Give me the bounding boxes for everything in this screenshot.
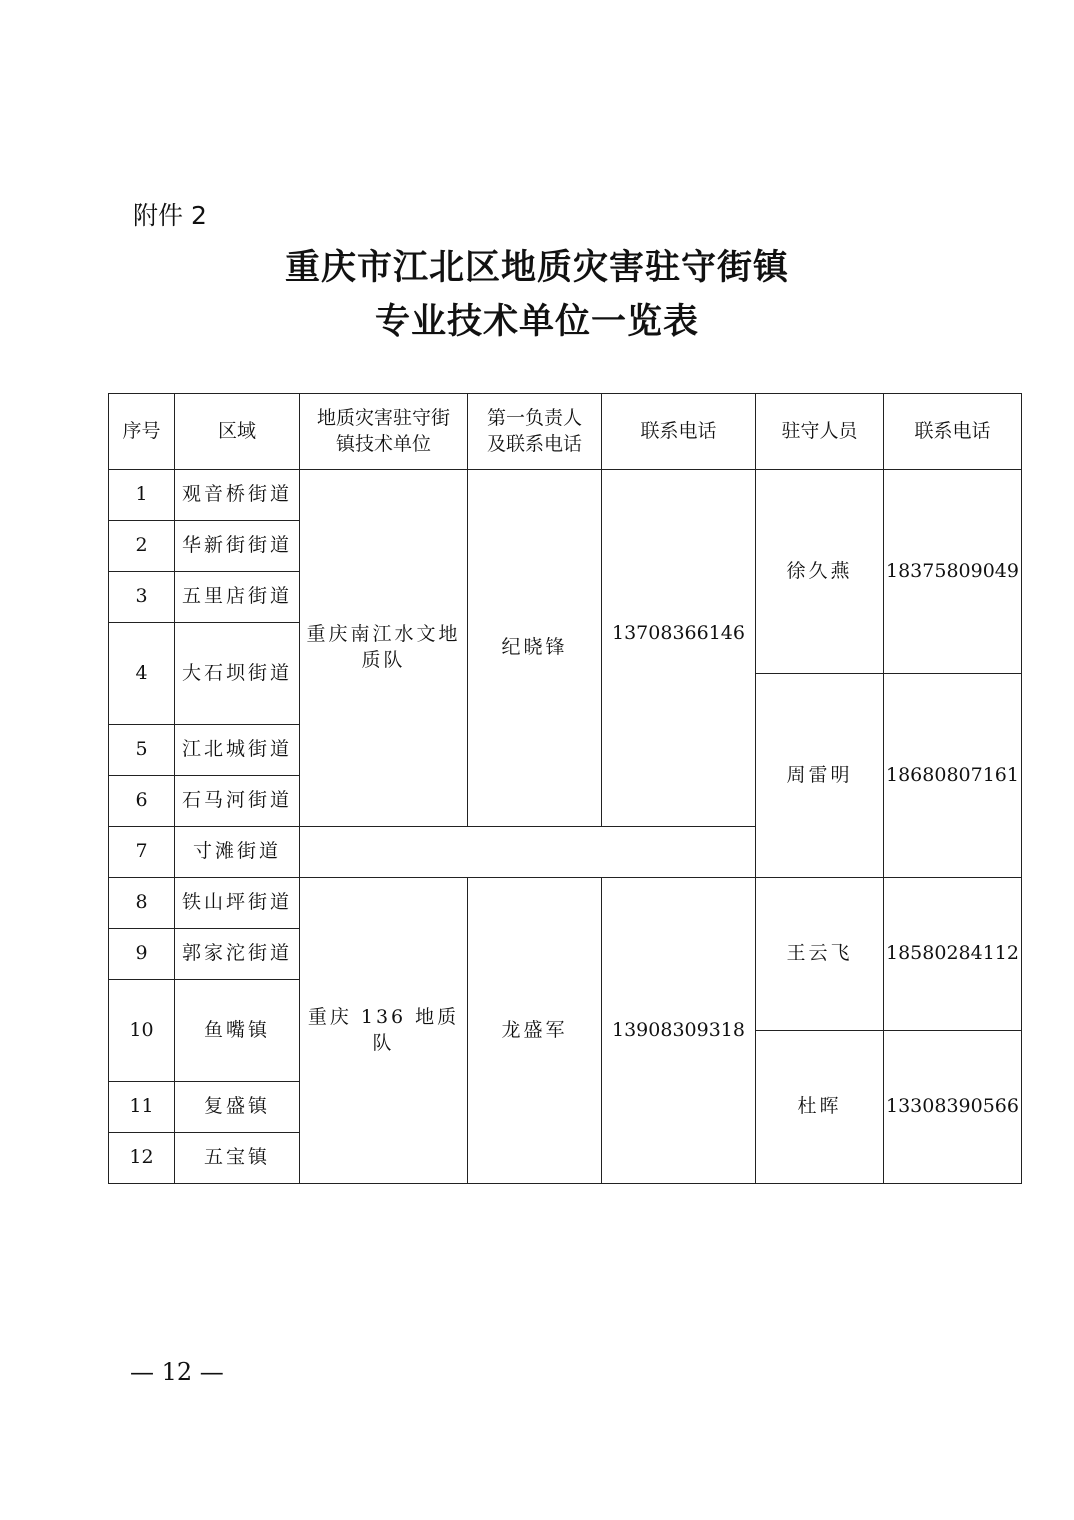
area-cell: 华新街街道 (175, 521, 300, 572)
lead-cell: 纪晓锋 (468, 470, 602, 827)
document-title-line2: 专业技术单位一览表 (374, 301, 699, 342)
header-seq: 序号 (109, 394, 175, 470)
unit-cell: 重庆 136 地质队 (300, 878, 468, 1184)
page-number: — 12 — (130, 1358, 224, 1386)
seq-cell: 6 (109, 776, 175, 827)
area-cell: 铁山坪街道 (175, 878, 300, 929)
header-unit-line2: 镇技术单位 (335, 432, 431, 455)
table-row (109, 470, 1022, 521)
header-unit-line1: 地质灾害驻守街 (316, 406, 450, 429)
seq-cell: 3 (109, 572, 175, 623)
staff-phone-cell: 18375809049 (884, 470, 1022, 674)
seq-cell: 11 (109, 1082, 175, 1133)
unit-line1: 重庆南江水文地 (306, 623, 461, 646)
staff-name-cell: 王云飞 (756, 878, 884, 1031)
staff-name-cell: 杜晖 (756, 1031, 884, 1184)
unit-table (108, 393, 1022, 1184)
area-cell: 江北城街道 (175, 725, 300, 776)
seq-cell: 1 (109, 470, 175, 521)
phone-cell: 13908309318 (602, 878, 756, 1184)
area-cell: 复盛镇 (175, 1082, 300, 1133)
seq-cell: 4 (109, 623, 175, 725)
header-phone: 联系电话 (602, 394, 756, 470)
staff-name-cell: 徐久燕 (756, 470, 884, 674)
seq-cell: 12 (109, 1133, 175, 1184)
staff-phone-cell: 18580284112 (884, 878, 1022, 1031)
staff-phone-cell: 13308390566 (884, 1031, 1022, 1184)
staff-phone-cell: 18680807161 (884, 674, 1022, 878)
header-lead (468, 394, 602, 470)
document-title-line1: 重庆市江北区地质灾害驻守街镇 (284, 247, 789, 288)
area-cell: 五里店街道 (175, 572, 300, 623)
header-row (109, 394, 1022, 470)
header-lead-line1: 第一负责人 (486, 406, 582, 429)
header-unit (300, 394, 468, 470)
area-cell: 鱼嘴镇 (175, 980, 300, 1082)
seq-cell: 10 (109, 980, 175, 1082)
header-staff-phone: 联系电话 (884, 394, 1022, 470)
staff-name-cell: 周雷明 (756, 674, 884, 878)
unit-cell (300, 470, 468, 827)
unit-line2: 质队 (361, 649, 406, 671)
seq-cell: 8 (109, 878, 175, 929)
seq-cell: 9 (109, 929, 175, 980)
seq-cell: 5 (109, 725, 175, 776)
header-area: 区域 (175, 394, 300, 470)
header-staff: 驻守人员 (756, 394, 884, 470)
area-cell: 五宝镇 (175, 1133, 300, 1184)
header-lead-line2: 及联系电话 (486, 432, 582, 455)
seq-cell: 2 (109, 521, 175, 572)
table-row (109, 878, 1022, 929)
attachment-label: 附件 2 (133, 201, 207, 230)
area-cell: 石马河街道 (175, 776, 300, 827)
area-cell: 郭家沱街道 (175, 929, 300, 980)
lead-cell: 龙盛军 (468, 878, 602, 1184)
area-cell: 寸滩街道 (175, 827, 300, 878)
seq-cell: 7 (109, 827, 175, 878)
phone-cell: 13708366146 (602, 470, 756, 827)
area-cell: 大石坝街道 (175, 623, 300, 725)
area-cell: 观音桥街道 (175, 470, 300, 521)
